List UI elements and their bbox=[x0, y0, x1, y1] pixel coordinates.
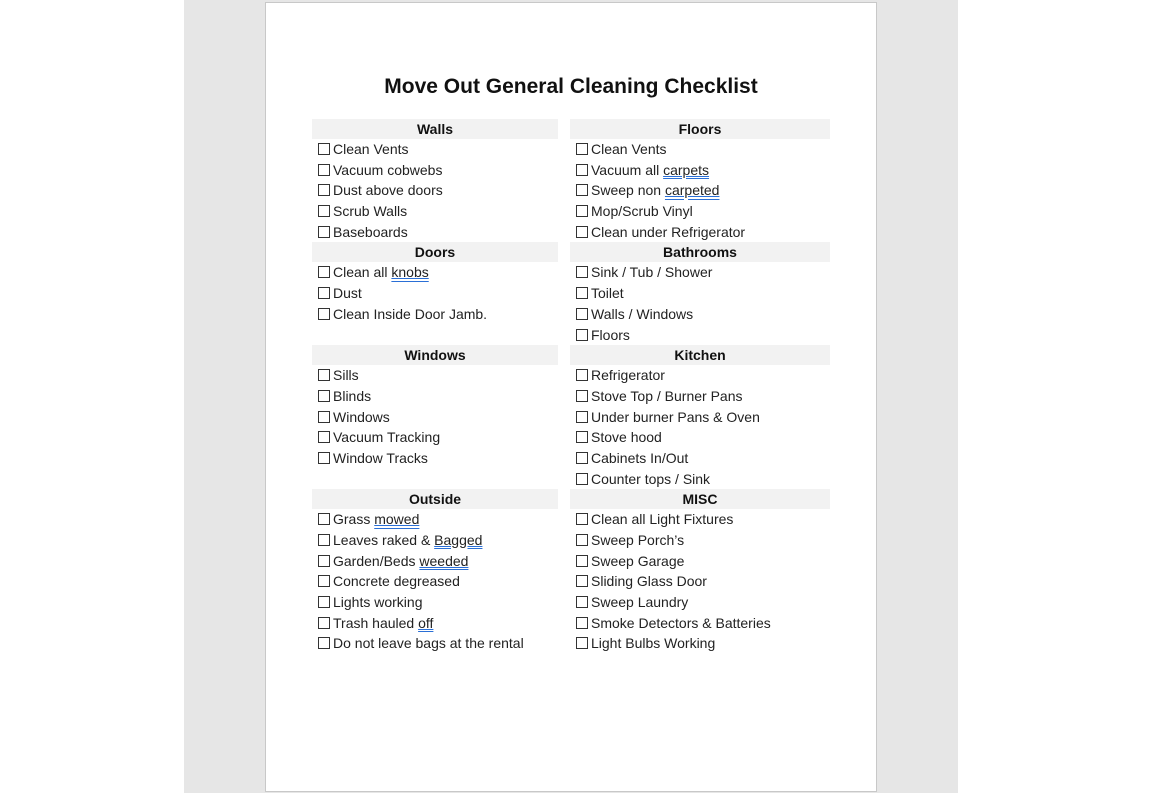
item-label: Smoke Detectors & Batteries bbox=[591, 614, 771, 631]
item-label: Refrigerator bbox=[591, 367, 665, 384]
checkbox[interactable] bbox=[576, 287, 588, 299]
checklist-item bbox=[570, 262, 830, 283]
checkbox[interactable] bbox=[576, 143, 588, 155]
item-label: Mop/Scrub Vinyl bbox=[591, 203, 693, 220]
checklist-item bbox=[312, 633, 558, 654]
checklist-item bbox=[570, 139, 830, 160]
item-label: Toilet bbox=[591, 285, 624, 302]
section-heading: Outside bbox=[312, 489, 558, 509]
checkbox[interactable] bbox=[318, 226, 330, 238]
blank-row bbox=[312, 325, 558, 346]
checkbox[interactable] bbox=[576, 266, 588, 278]
checklist-item bbox=[570, 180, 830, 201]
item-label: Concrete degreased bbox=[333, 573, 460, 590]
item-label: Scrub Walls bbox=[333, 203, 408, 220]
spellcheck-word: weeded bbox=[419, 552, 469, 569]
item-label: Baseboards bbox=[333, 223, 408, 240]
checklist-item bbox=[570, 365, 830, 386]
checkbox[interactable] bbox=[318, 390, 330, 402]
item-label: Clean Inside Door Jamb. bbox=[333, 305, 488, 322]
checklist-item bbox=[570, 633, 830, 654]
item-label: Stove hood bbox=[591, 429, 662, 446]
item-label: Clean all bbox=[333, 264, 392, 281]
item-label: Clean Vents bbox=[333, 141, 409, 157]
checkbox[interactable] bbox=[318, 555, 330, 567]
checkbox[interactable] bbox=[318, 452, 330, 464]
section-heading: Walls bbox=[312, 119, 558, 139]
checklist-item bbox=[570, 509, 830, 530]
section-heading: Bathrooms bbox=[570, 242, 830, 262]
item-label: Clean all Light Fixtures bbox=[591, 511, 734, 528]
checkbox[interactable] bbox=[576, 596, 588, 608]
item-label: Dust bbox=[333, 285, 362, 302]
section-heading: Kitchen bbox=[570, 345, 830, 365]
checklist-item bbox=[312, 365, 558, 386]
item-label: Sweep non bbox=[591, 182, 665, 199]
section-heading: Doors bbox=[312, 242, 558, 262]
section-windows bbox=[312, 345, 558, 489]
item-label: Cabinets In/Out bbox=[591, 449, 689, 466]
checklist-item bbox=[570, 304, 830, 325]
checkbox[interactable] bbox=[318, 596, 330, 608]
checklist-item bbox=[570, 222, 830, 243]
left-column bbox=[312, 119, 558, 654]
checkbox[interactable] bbox=[576, 226, 588, 238]
checkbox[interactable] bbox=[576, 431, 588, 443]
checkbox[interactable] bbox=[318, 287, 330, 299]
section-kitchen bbox=[570, 345, 830, 489]
spellcheck-word: knobs bbox=[391, 264, 429, 281]
section-heading: Floors bbox=[570, 119, 830, 139]
checklist-item bbox=[312, 551, 558, 572]
section-floors bbox=[570, 119, 830, 242]
checkbox[interactable] bbox=[318, 205, 330, 217]
item-label: Stove Top / Burner Pans bbox=[591, 387, 743, 404]
checkbox[interactable] bbox=[576, 184, 588, 196]
checklist-item bbox=[312, 262, 558, 283]
checklist-item bbox=[570, 613, 830, 634]
section-misc bbox=[570, 489, 830, 654]
checklist-item bbox=[570, 571, 830, 592]
item-label: Grass bbox=[333, 511, 375, 528]
checkbox[interactable] bbox=[318, 575, 330, 587]
section-bathrooms bbox=[570, 242, 830, 345]
section-doors bbox=[312, 242, 558, 345]
checklist-item bbox=[312, 571, 558, 592]
checkbox[interactable] bbox=[318, 411, 330, 423]
checkbox[interactable] bbox=[576, 390, 588, 402]
checkbox[interactable] bbox=[576, 513, 588, 525]
spellcheck-word: mowed bbox=[374, 511, 420, 528]
item-label: Window Tracks bbox=[333, 449, 428, 466]
checkbox[interactable] bbox=[318, 534, 330, 546]
checklist-item bbox=[312, 613, 558, 634]
item-label: Dust above doors bbox=[333, 182, 443, 199]
checklist-item bbox=[312, 427, 558, 448]
checklist-item bbox=[570, 427, 830, 448]
checkbox[interactable] bbox=[318, 617, 330, 629]
item-label: Counter tops / Sink bbox=[591, 470, 711, 487]
spellcheck-word: Bagged bbox=[434, 532, 483, 548]
item-label: Light Bulbs Working bbox=[591, 635, 716, 652]
checkbox[interactable] bbox=[576, 329, 588, 341]
checkbox[interactable] bbox=[318, 637, 330, 649]
spellcheck-word: carpets bbox=[663, 161, 710, 178]
item-label: Vacuum Tracking bbox=[333, 429, 441, 446]
item-label: Under burner Pans & Oven bbox=[591, 408, 760, 425]
checklist-item bbox=[312, 407, 558, 428]
section-walls bbox=[312, 119, 558, 242]
spellcheck-word: off bbox=[418, 614, 434, 631]
item-label: Clean under Refrigerator bbox=[591, 223, 746, 240]
item-label: Lights working bbox=[333, 594, 423, 611]
checkbox[interactable] bbox=[318, 143, 330, 155]
checklist-item bbox=[570, 160, 830, 181]
item-label: Vacuum cobwebs bbox=[333, 161, 443, 178]
checkbox[interactable] bbox=[576, 164, 588, 176]
document-page bbox=[265, 2, 877, 792]
checklist-item bbox=[570, 325, 830, 346]
checkbox[interactable] bbox=[576, 617, 588, 629]
item-label: Windows bbox=[333, 408, 390, 425]
checklist-item bbox=[570, 407, 830, 428]
checklist-item bbox=[312, 160, 558, 181]
checklist-item bbox=[312, 304, 558, 325]
checklist-item bbox=[570, 201, 830, 222]
checklist-item bbox=[312, 180, 558, 201]
page-title: Move Out General Cleaning Checklist bbox=[384, 75, 758, 98]
blank-row bbox=[312, 469, 558, 490]
spellcheck-word: carpeted bbox=[664, 182, 720, 199]
checkbox[interactable] bbox=[318, 431, 330, 443]
checkbox[interactable] bbox=[576, 452, 588, 464]
section-outside bbox=[312, 489, 558, 654]
section-heading: MISC bbox=[570, 489, 830, 509]
checkbox[interactable] bbox=[576, 308, 588, 320]
right-column bbox=[570, 119, 830, 654]
checklist-item bbox=[312, 386, 558, 407]
checklist-item bbox=[570, 530, 830, 551]
checklist-item bbox=[570, 386, 830, 407]
checklist-item bbox=[312, 222, 558, 243]
item-label: Blinds bbox=[333, 387, 372, 404]
item-label: Sink / Tub / Shower bbox=[591, 264, 713, 281]
checklist-item bbox=[570, 448, 830, 469]
checklist-item bbox=[570, 551, 830, 572]
checkbox[interactable] bbox=[318, 513, 330, 525]
checklist-item bbox=[570, 283, 830, 304]
item-label: Floors bbox=[591, 326, 630, 343]
checkbox[interactable] bbox=[318, 266, 330, 278]
item-label: Clean Vents bbox=[591, 141, 667, 157]
checklist-item bbox=[312, 592, 558, 613]
item-label: Sliding Glass Door bbox=[591, 573, 707, 590]
item-label: Sills bbox=[333, 367, 359, 384]
item-label: Garden/Beds bbox=[333, 552, 420, 569]
checklist-item bbox=[312, 509, 558, 530]
checklist-item bbox=[312, 283, 558, 304]
checkbox[interactable] bbox=[576, 473, 588, 485]
checkbox[interactable] bbox=[576, 534, 588, 546]
item-label: Leaves raked & bbox=[333, 532, 435, 548]
checkbox[interactable] bbox=[576, 555, 588, 567]
item-label: Walls / Windows bbox=[591, 305, 694, 322]
checklist-item bbox=[312, 139, 558, 160]
item-label: Do not leave bags at the rental bbox=[333, 635, 524, 652]
checkbox[interactable] bbox=[318, 369, 330, 381]
checklist-item bbox=[312, 201, 558, 222]
item-label: Trash hauled bbox=[333, 614, 419, 631]
checkbox[interactable] bbox=[576, 575, 588, 587]
checklist-item bbox=[570, 469, 830, 490]
checkbox[interactable] bbox=[318, 184, 330, 196]
checkbox[interactable] bbox=[576, 411, 588, 423]
checkbox[interactable] bbox=[576, 369, 588, 381]
item-label: Sweep Garage bbox=[591, 552, 685, 569]
checkbox[interactable] bbox=[318, 164, 330, 176]
section-heading: Windows bbox=[312, 345, 558, 365]
item-label: Sweep Porch’s bbox=[591, 532, 685, 548]
checklist-item bbox=[312, 530, 558, 551]
item-label: Vacuum all bbox=[591, 161, 664, 178]
item-label: Sweep Laundry bbox=[591, 594, 689, 611]
checklist-item bbox=[312, 448, 558, 469]
checkbox[interactable] bbox=[318, 308, 330, 320]
checkbox[interactable] bbox=[576, 637, 588, 649]
checkbox[interactable] bbox=[576, 205, 588, 217]
checklist-item bbox=[570, 592, 830, 613]
